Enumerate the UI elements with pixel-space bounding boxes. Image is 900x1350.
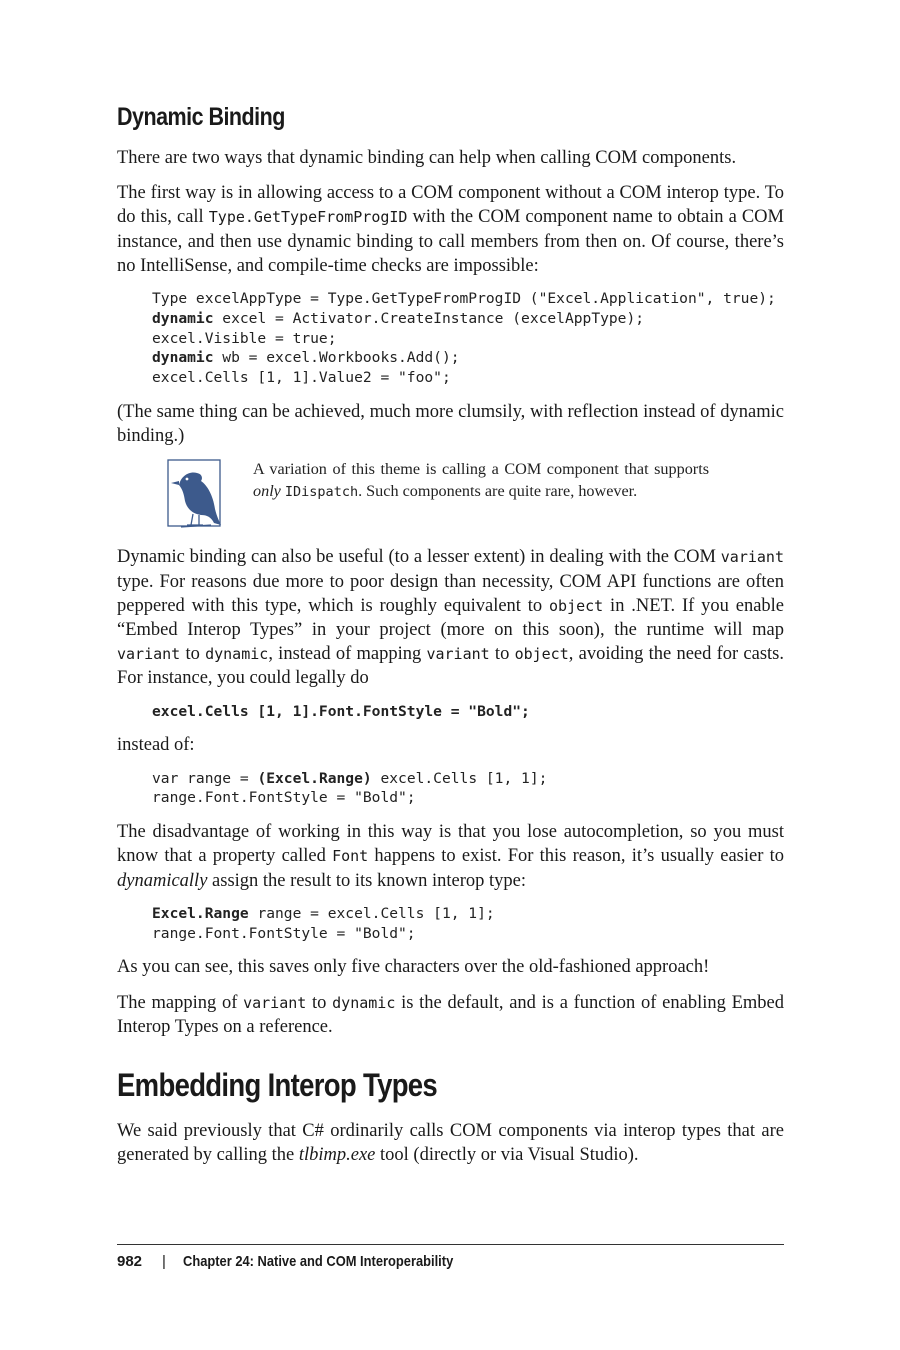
code-line: excel.Cells [1, 1].Value2 = "foo"; — [152, 369, 451, 387]
note-box — [167, 459, 784, 531]
paragraph-variant: Dynamic binding can also be useful (to a lesser extent) in dealing with the COM variant type. For reasons due more to poor design than necessity, COM API functions are often peppered with this type, which is roughly equivalent to object in .NET. If you enable “Embed Interop Types” in your project (more on this soon), the runtime will map variant to dynamic, instead of mapping variant to object, avoiding the need for casts. For instance, you could legally do — [117, 547, 785, 689]
code-line: Type excelAppType = Type.GetTypeFromProgID ("Excel.Application", true); — [152, 290, 776, 308]
page-content — [117, 98, 784, 1178]
paragraph-five-characters: As you can see, this saves only five characters over the old-fashioned approach! — [117, 957, 710, 978]
paragraph-disadvantage: The disadvantage of working in this way is that you lose autocompletion, so you must know that a property called Font happens to exist. For this reason, it’s usually easier to dynamically assign the result to its known interop type: — [117, 822, 784, 891]
note-text: A variation of this theme is calling a COM component that supports only IDispatch. Such components are quite rare, however. — [253, 460, 709, 501]
section-heading-embedding-interop-types: Embedding Interop Types — [117, 1067, 438, 1104]
crow-icon — [167, 459, 227, 531]
footer-separator: | — [162, 1253, 166, 1270]
paragraph-mapping: The mapping of variant to dynamic is the default, and is a function of enabling Embed Interop Types on a reference. — [117, 992, 784, 1037]
code-block-typed-range: Excel.Range range = excel.Cells [1, 1]; range.Font.FontStyle = "Bold"; — [152, 904, 495, 942]
code-line: wb = excel.Workbooks.Add(); — [213, 349, 460, 367]
code-keyword: dynamic — [152, 309, 214, 327]
code-line: excel = Activator.CreateInstance (excelAppType); — [213, 309, 645, 327]
code-line: excel.Visible = true; — [152, 329, 337, 347]
paragraph-first-way: The first way is in allowing access to a COM component without a COM interop type. To do this, call Type.GetTypeFromProgID with the COM component name to obtain a COM instance, and then use dynamic binding to call members from then on. Of course, there’s no IntelliSense, and compile-time checks are impossible: — [117, 183, 784, 276]
code-block-fontstyle: excel.Cells [1, 1].Font.FontStyle = "Bold"; — [152, 702, 530, 720]
section-heading-dynamic-binding: Dynamic Binding — [117, 103, 285, 131]
code-keyword: dynamic — [152, 349, 214, 367]
paragraph-reflection: (The same thing can be achieved, much more clumsily, with reflection instead of dynamic binding.) — [117, 402, 784, 447]
code-block-excel-range-cast: var range = (Excel.Range) excel.Cells [1, 1]; range.Font.FontStyle = "Bold"; — [152, 769, 548, 807]
paragraph-instead-of: instead of: — [117, 735, 195, 756]
chapter-title: Chapter 24: Native and COM Interoperability — [182, 1253, 454, 1270]
page-number: 982 — [117, 1253, 143, 1270]
paragraph-intro: There are two ways that dynamic binding can help when calling COM components. — [117, 148, 737, 168]
code-block-excel-dynamic — [152, 289, 784, 388]
page-footer — [117, 1244, 784, 1270]
paragraph-tlbimp: We said previously that C# ordinarily calls COM components via interop types that are generated by calling the tlbimp.exe tool (directly or via Visual Studio). — [117, 1121, 784, 1166]
